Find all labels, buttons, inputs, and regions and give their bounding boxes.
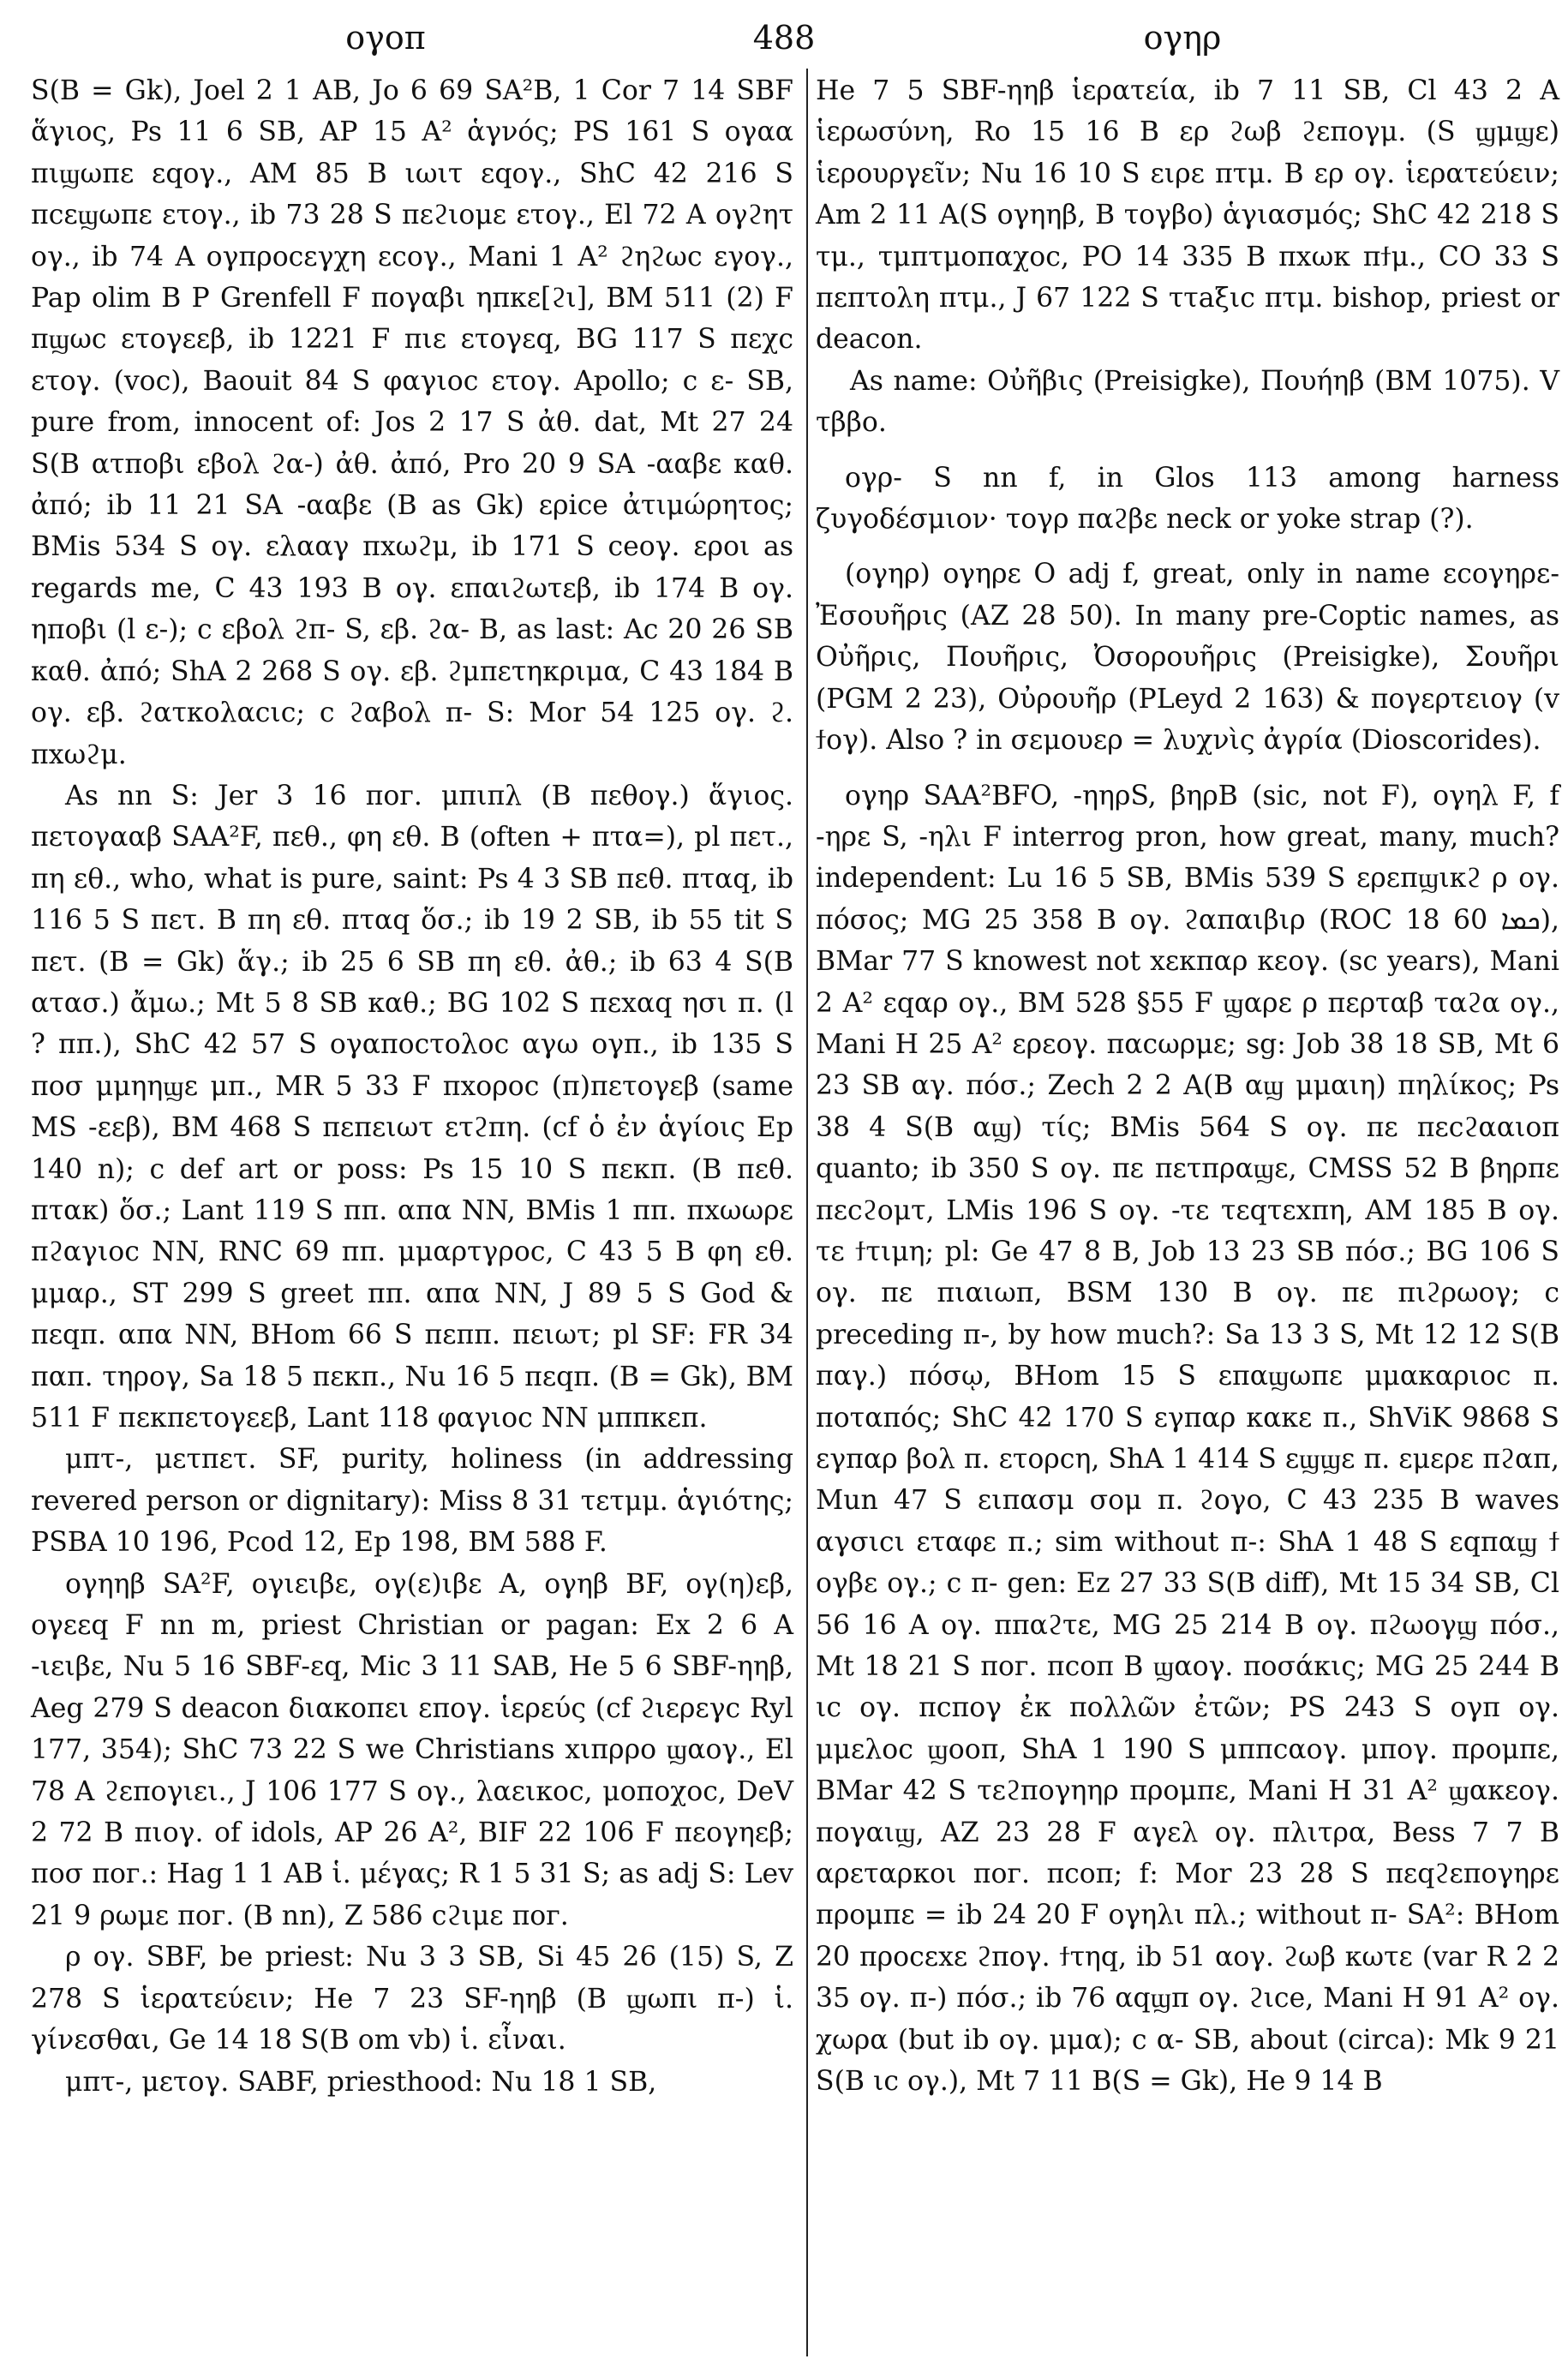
entry-paragraph: ρ ογ. SBF, be priest: Nu 3 3 SB, Si 45 26 (15) S, Z 278 S ἱερατεύειν; He 7 23 SF-ηηβ (B ϣωπι π-) ἱ. γίνεσθαι, Ge 14 18 S(B om vb) ἱ. εἶναι. (31, 1942, 793, 2057)
header-right-word: ογηρ (1143, 19, 1222, 57)
entry-paragraph: S(B = Gk), Joel 2 1 AB, Jo 6 69 SA²B, 1 Cor 7 14 SBF ἅγιος, Ps 11 6 SB, AP 15 A² ἁγνός; PS 161 S ογαα πιϣωπε εqογ., AM 85 B ιωιτ εqογ., ShC 42 216 S πcεϣωπε ετογ., ib 73 28 S πεϩιομε ετογ., El 72 A ογϩητ ογ., ib 74 A ογπροcεγχη εcογ., Mani 1 A² ϩηϩωc εγογ., Pap olim B P Grenfell F πογαβι ηπκε[ϩι], BM 511 (2) F πϣωc ετογεεβ, ib 1221 F πιε ετογεq, BG 117 S πεχc ετογ. (voc), Baouit 84 S φαγιοc ετογ. Apollo; c ε- SB, pure from, innocent of: Jos 2 17 S ἀθ. dat, Mt 27 24 S(B ατποβι εβολ ϩα-) ἀθ. ἀπό, Pro 20 9 SA -ααβε καθ. ἀπό; ib 11 21 SA -ααβε (B as Gk) ερice ἀτιμώρητος; BMis 534 S ογ. ελααγ πxωϩμ, ib 171 S ceογ. εροι as regards me, C 43 193 B ογ. επαιϩωτεβ, ib 174 B ογ. ηποβι (l ε-); c εβολ ϩπ- S, εβ. ϩα- B, as last: Ac 20 26 SB καθ. ἀπό; ShA 2 268 S ογ. εβ. ϩμπετηκριμα, C 43 184 B ογ. εβ. ϩατκολαcιc; c ϩαβολ π- S: Mor 54 125 ογ. ϩ. πxωϩμ. (31, 75, 793, 770)
right-column (816, 70, 1559, 2103)
entry-paragraph: μπτ-, μετπετ. SF, purity, holiness (in addressing revered person or dignitary): Miss 8 31 τετμμ. ἁγιότης; PSBA 10 196, Pcod 12, Ep 198, BM 588 F. (31, 1444, 793, 1559)
running-header (34, 12, 1534, 63)
entry-paragraph: ογρ- S nn f, in Glos 113 among harness ζυγοδέσμιον· τογρ παϩβε neck or yoke strap (?). (816, 462, 1559, 536)
entry-paragraph: μπτ-, μετογ. SABF, priesthood: Nu 18 1 SB, (65, 2066, 657, 2098)
header-left-word: ογοπ (345, 19, 426, 57)
left-column (31, 70, 793, 2103)
column-divider (806, 69, 808, 2356)
entry-paragraph: He 7 5 SBF-ηηβ ἱερατεία, ib 7 11 SB, Cl 43 2 A ἱερωσύνη, Ro 15 16 B ερ ϩωβ ϩεπογμ. (S ϣμϣε) ἱερουργεῖν; Nu 16 10 S ειρε πτμ. B ερ ογ. ἱερατεύειν; Am 2 11 A(S ογηηβ, B τογβο) ἁγιασμός; ShC 42 218 S τμ., τμπτμοπαχοc, PO 14 335 B πxωκ πϯμ., CO 33 S πεπτολη πτμ., J 67 122 S ττaξιc πτμ. bishop, priest or deacon. (816, 75, 1559, 356)
entry-paragraph: ογηηβ SA²F, ογιειβε, ογ(ε)ιβε A, ογηβ BF, ογ(η)εβ, ογεεq F nn m, priest Christian or pagan: Ex 2 6 A -ιειβε, Nu 5 16 SBF-εq, Mic 3 11 SAB, He 5 6 SBF-ηηβ, Aeg 279 S deacon διακοπει επογ. ἱερεύς (cf ϩιερεγc Ryl 177, 354); ShC 73 22 S we Christians xιπρρο ϣαογ., El 78 A ϩεπογιει., J 106 177 S ογ., λαεικοc, μοποχοc, DeV 2 72 B πιογ. of idols, AP 26 A², BIF 22 106 F πεογηεβ; ποσ ποг.: Hag 1 1 AB ἱ. μέγας; R 1 5 31 S; as adj S: Lev 21 9 ρωμε ποг. (B nn), Z 586 cϩιμε ποг. (31, 1568, 793, 1931)
entry-paragraph: As name: Οὐῆβις (Preisigke), Πουήηβ (BM 1075). V τββο. (816, 365, 1559, 439)
page-number: 488 (752, 19, 816, 57)
entry-paragraph: As nn S: Jer 3 16 ποг. μπιπλ (B πεθογ.) ἅγιος. πετογααβ SAA²F, πεθ., φη εθ. B (often + πτα=), pl πετ., πη εθ., who, what is pure, saint: Ps 4 3 SB πεθ. πταq, ib 116 5 S πετ. B πη εθ. πταq ὅσ.; ib 19 2 SB, ib 55 tit S πετ. (B = Gk) ἅγ.; ib 25 6 SB πη εθ. ἀθ.; ib 63 4 S(B ατασ.) ἄμω.; Mt 5 8 SB καθ.; BG 102 S πεxαq ησι π. (l ? ππ.), ShC 42 57 S ογαποcτολοc αγω ογπ., ib 135 S ποσ μμηηϣε μπ., MR 5 33 F πxοροc (π)πετογεβ (same MS -εεβ), BM 468 S πεπειωτ ετϩπη. (cf ὁ ἐν ἁγίοις Ep 140 n); c def art or poss: Ps 15 10 S πεκπ. (B πεθ. πτακ) ὅσ.; Lant 119 S ππ. απα NN, BMis 1 ππ. πxωωρε πϩαγιοc NN, RNC 69 ππ. μμαρτγροc, C 43 5 B φη εθ. μμαρ., ST 299 S greet ππ. απα NN, J 89 5 S God & πεqπ. απα NN, BHom 66 S πεππ. πειωτ; pl SF: FR 34 παπ. τηρογ, Sa 18 5 πεκπ., Nu 16 5 πεqπ. (B = Gk), BM 511 F πεκπετογεεβ, Lant 118 φαγιοc NN μππκεπ. (31, 780, 793, 1434)
entry-paragraph: ογηρ SAA²BFO, -ηηρS, βηρB (sic, not F), ογηλ F, f -ηρε S, -ηλι F interrog pron, how great, many, much? independent: Lu 16 5 SB, BMis 539 S ερεπϣικϩ ρ ογ. πόσος; MG 25 358 B ογ. ϩαπαιβιρ (ROC 18 60 ܟܡܐ), BMar 77 S knowest not xεκπαρ κεογ. (sc years), Mani 2 A² εqαρ ογ., BM 528 §55 F ϣαρε ρ περταβ ταϩα ογ., Mani H 25 A² ερεογ. παcωρμε; sg: Job 38 18 SB, Mt 6 23 SB αγ. πόσ.; Zech 2 2 A(B αϣ μμαιη) πηλίκος; Ps 38 4 S(B αϣ) τίς; BMis 564 S ογ. πε πεcϩααιοπ quanto; ib 350 S ογ. πε πετπραϣε, CMSS 52 B βηρπε πεcϩομτ, LMis 196 S ογ. -τε τεqτεxπη, AM 185 B ογ. τε ϯτιμη; pl: Ge 47 8 B, Job 13 23 SB πόσ.; BG 106 S ογ. πε πιαιωπ, BSM 130 B ογ. πε πιϩρωογ; c preceding π-, by how much?: Sa 13 3 S, Mt 12 12 S(B παγ.) πόσῳ, BHom 15 S επαϣωπε μμακαριοc π. ποταπός; ShC 42 170 S εγπαρ κακε π., ShViK 9868 S εγπαρ βολ π. ετορcη, ShA 1 414 S εϣϣε π. εμερε πϩαπ, Mun 47 S ειπασμ σομ π. ϩογο, C 43 235 B waves αγσιcι εταφε π.; sim without π-: ShA 1 48 S εqπαϣ ϯ ογβε ογ.; c π- gen: Ez 27 33 S(B diff), Mt 15 34 SB, Cl 56 16 A ογ. ππαϩτε, MG 25 214 B ογ. πϩωογϣ πόσ., Mt 18 21 S ποг. πcοπ B ϣαογ. ποσάκις; MG 25 244 B ιc ογ. πcπογ ἐκ πολλῶν ἐτῶν; PS 243 S ογπ ογ. μμελοc ϣοοπ, ShA 1 190 S μππcαογ. μπογ. προμπε, BMar 42 S τεϩπογηηρ προμπε, Mani H 31 A² ϣακεογ. πογαιϣ, AZ 23 28 F αγελ ογ. πλιτρα, Bess 7 7 B αρεταρκοι ποг. πcοπ; f: Mor 23 28 S πεqϩεπογηρε προμπε = ib 24 20 F ογηλι πλ.; without π- SA²: BHom 20 προcεxε ϩπογ. ϯτηq, ib 51 αογ. ϩωβ κωτε (var R 2 2 35 ογ. π-) πόσ.; ib 76 αqϣπ ογ. ϩιce, Mani H 91 A² ογ. χωρα (but ib ογ. μμα); c α- SB, about (circa): Mk 9 21 S(B ιc ογ.), Mt 7 11 B(S = Gk), He 9 14 B (816, 780, 1559, 2098)
entry-paragraph: (ογηρ) ογηρε O adj f, great, only in name εcογηρε-Ἐσουῆρις (AZ 28 50). In many pre-Coptic names, as Οὐῆρις, Πουῆρις, Ὀσορουῆρις (Preisigke), Σουῆρι (PGM 2 23), Οὐρουῆρ (PLeyd 2 163) & πογερτειογ (v ϯογ). Also ? in σεμουερ = λυχνὶς ἀγρία (Dioscorides). (816, 559, 1559, 757)
